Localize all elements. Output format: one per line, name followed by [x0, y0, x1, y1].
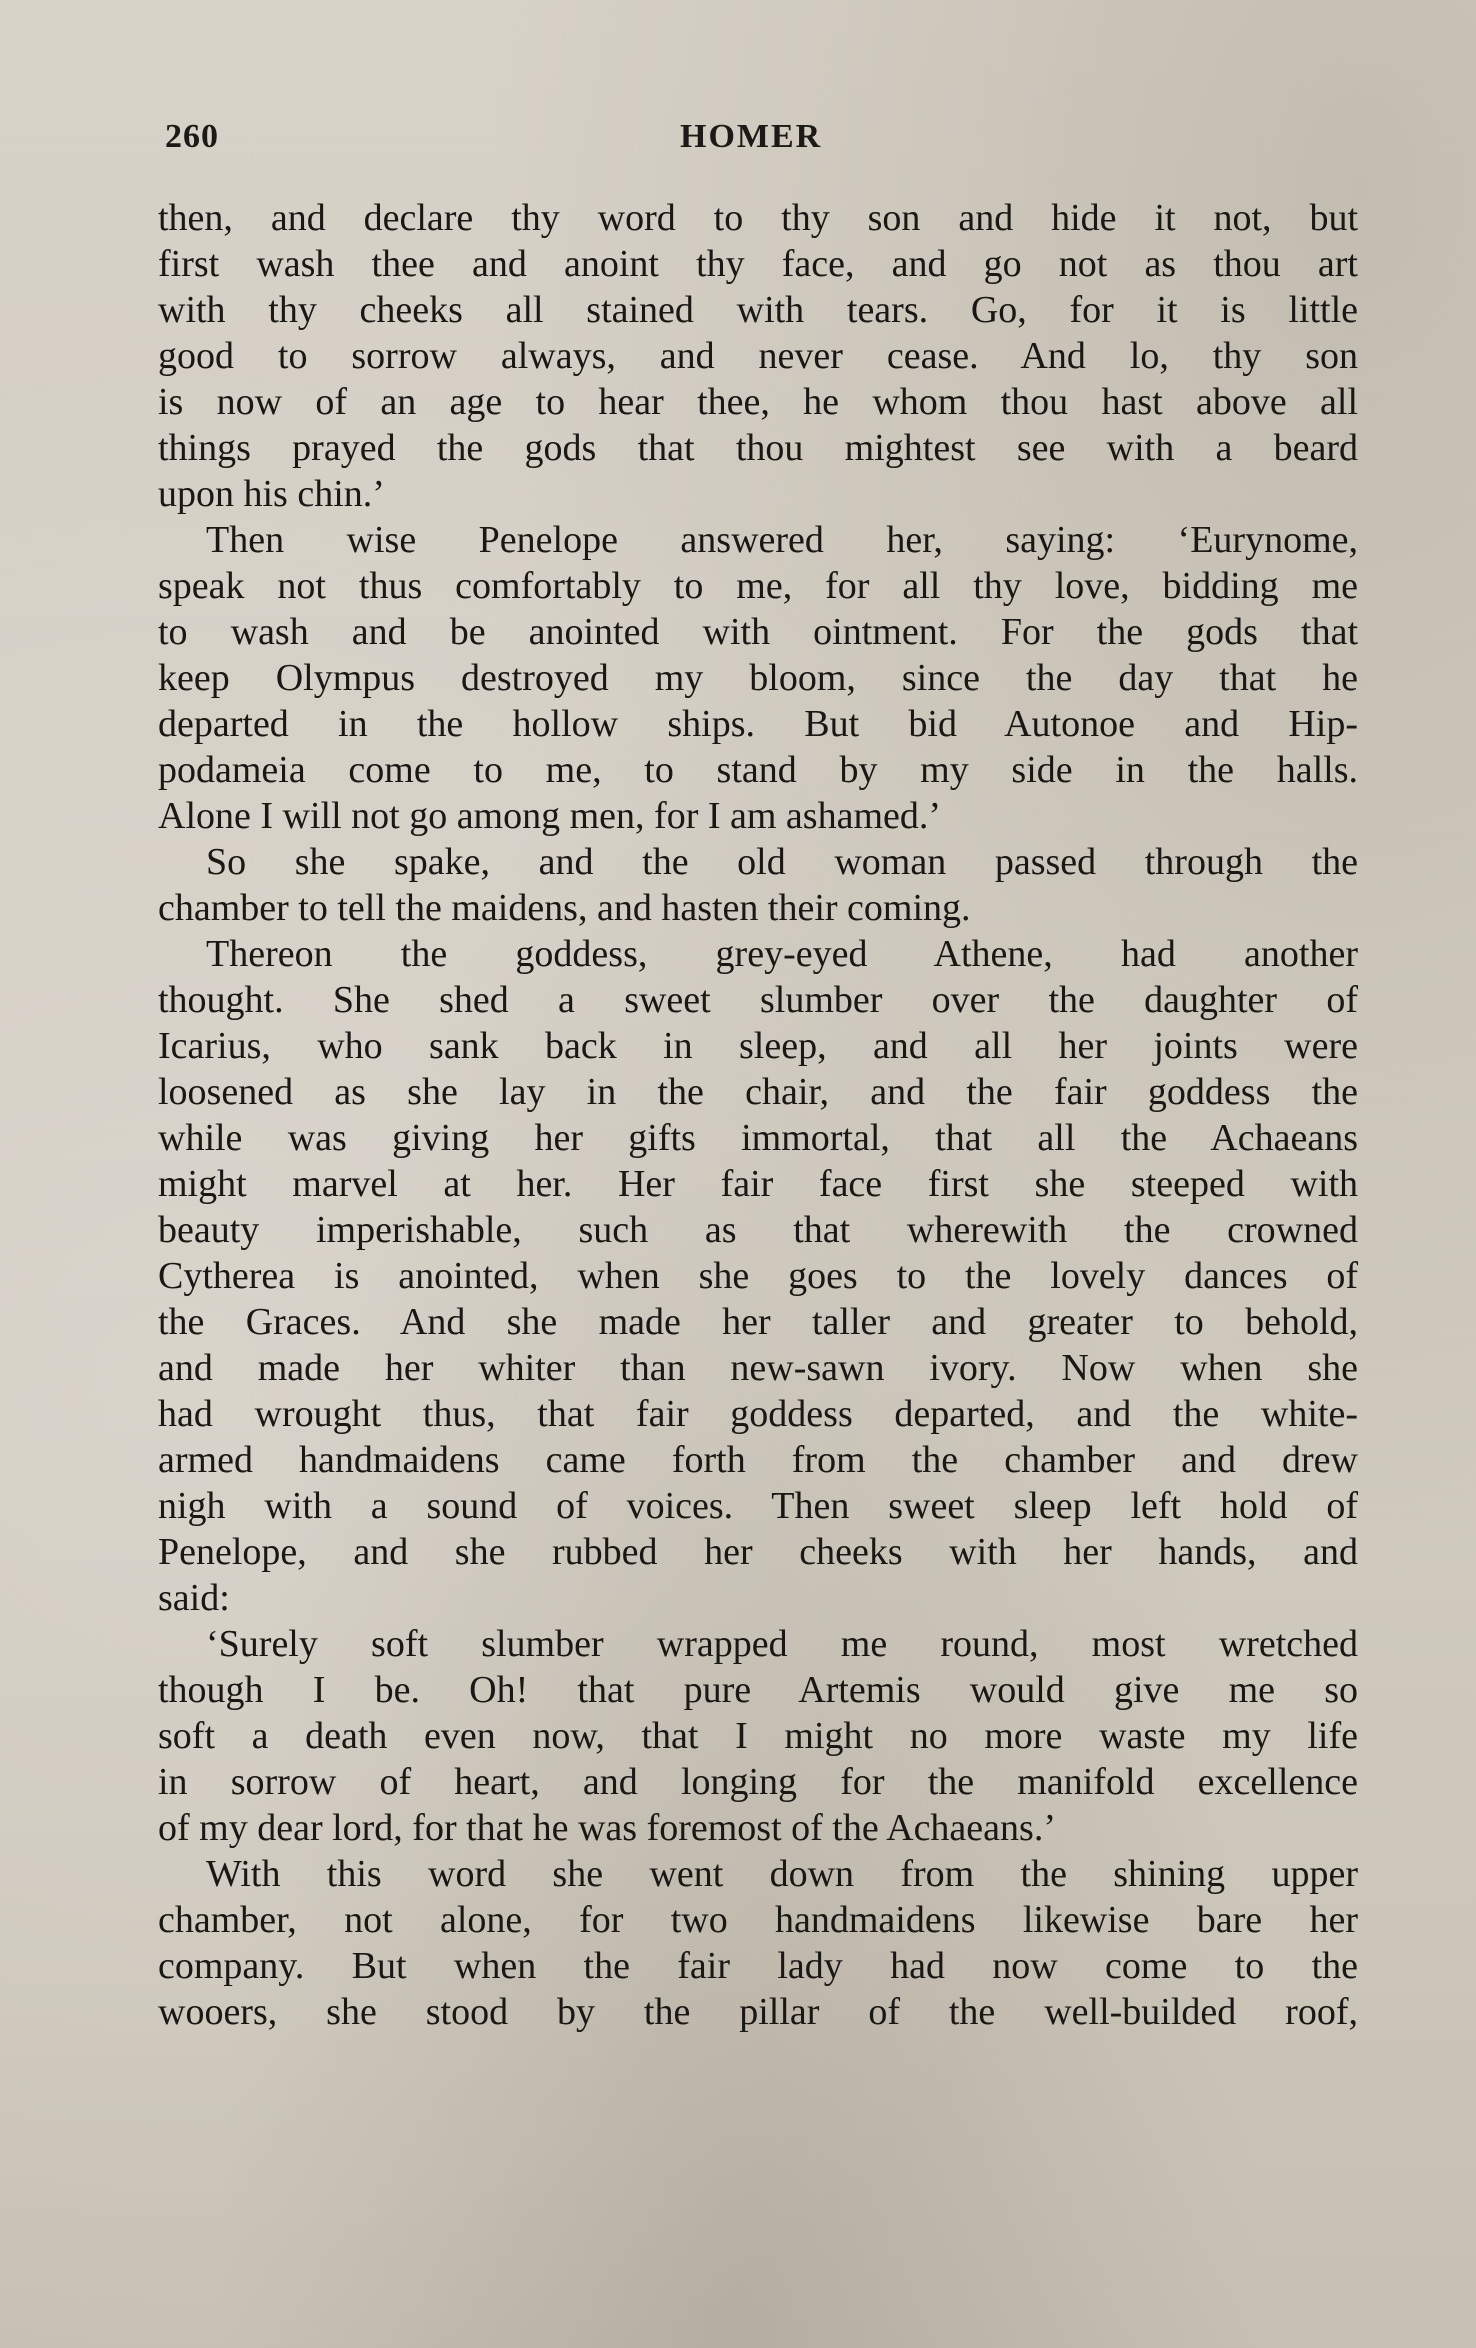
text-line: beauty imperishable, such as that wherewith the crowned: [158, 1209, 1358, 1251]
text-line: said:: [158, 1577, 230, 1619]
text-line: armed handmaidens came forth from the chamber and drew: [158, 1439, 1358, 1481]
text-line: Icarius, who sank back in sleep, and all her joints were: [158, 1025, 1358, 1067]
text-line: Then wise Penelope answered her, saying: ‘Eurynome,: [206, 519, 1358, 561]
text-line: then, and declare thy word to thy son and hide it not, but: [158, 197, 1358, 239]
text-line: podameia come to me, to stand by my side in the halls.: [158, 749, 1358, 791]
text-line: company. But when the fair lady had now come to the: [158, 1945, 1358, 1987]
text-line: chamber to tell the maidens, and hasten their coming.: [158, 887, 971, 929]
text-line: ‘Surely soft slumber wrapped me round, most wretched: [206, 1623, 1358, 1665]
text-line: had wrought thus, that fair goddess departed, and the white-: [158, 1393, 1358, 1435]
text-line: in sorrow of heart, and longing for the manifold excellence: [158, 1761, 1358, 1803]
text-line: things prayed the gods that thou mightest see with a beard: [158, 427, 1358, 469]
running-head: HOMER: [680, 118, 823, 155]
text-line: and made her whiter than new-sawn ivory. Now when she: [158, 1347, 1358, 1389]
text-line: while was giving her gifts immortal, that all the Achaeans: [158, 1117, 1358, 1159]
text-line: good to sorrow always, and never cease. And lo, thy son: [158, 335, 1358, 377]
text-line: soft a death even now, that I might no more waste my life: [158, 1715, 1358, 1757]
text-line: With this word she went down from the shining upper: [206, 1853, 1358, 1895]
text-line: though I be. Oh! that pure Artemis would give me so: [158, 1669, 1358, 1711]
page-header: [165, 118, 1355, 168]
text-line: So she spake, and the old woman passed through the: [206, 841, 1358, 883]
text-line: thought. She shed a sweet slumber over the daughter of: [158, 979, 1358, 1021]
text-line: might marvel at her. Her fair face first she steeped with: [158, 1163, 1358, 1205]
text-line: keep Olympus destroyed my bloom, since the day that he: [158, 657, 1358, 699]
text-line: first wash thee and anoint thy face, and go not as thou art: [158, 243, 1358, 285]
text-line: chamber, not alone, for two handmaidens likewise bare her: [158, 1899, 1358, 1941]
text-line: upon his chin.’: [158, 473, 385, 515]
text-line: speak not thus comfortably to me, for all thy love, bidding me: [158, 565, 1358, 607]
text-line: departed in the hollow ships. But bid Autonoe and Hip-: [158, 703, 1358, 745]
text-line: nigh with a sound of voices. Then sweet sleep left hold of: [158, 1485, 1358, 1527]
text-line: is now of an age to hear thee, he whom thou hast above all: [158, 381, 1358, 423]
text-line: Alone I will not go among men, for I am ashamed.’: [158, 795, 942, 837]
text-line: loosened as she lay in the chair, and the fair goddess the: [158, 1071, 1358, 1113]
body-text: [158, 195, 1358, 2035]
text-line: Cytherea is anointed, when she goes to the lovely dances of: [158, 1255, 1358, 1297]
text-line: the Graces. And she made her taller and greater to behold,: [158, 1301, 1358, 1343]
text-line: to wash and be anointed with ointment. For the gods that: [158, 611, 1358, 653]
page-number: 260: [165, 118, 219, 155]
text-line: wooers, she stood by the pillar of the well-builded roof,: [158, 1991, 1358, 2033]
text-line: Penelope, and she rubbed her cheeks with her hands, and: [158, 1531, 1358, 1573]
text-line: of my dear lord, for that he was foremost of the Achaeans.’: [158, 1807, 1056, 1849]
text-line: Thereon the goddess, grey-eyed Athene, had another: [206, 933, 1358, 975]
text-line: with thy cheeks all stained with tears. Go, for it is little: [158, 289, 1358, 331]
